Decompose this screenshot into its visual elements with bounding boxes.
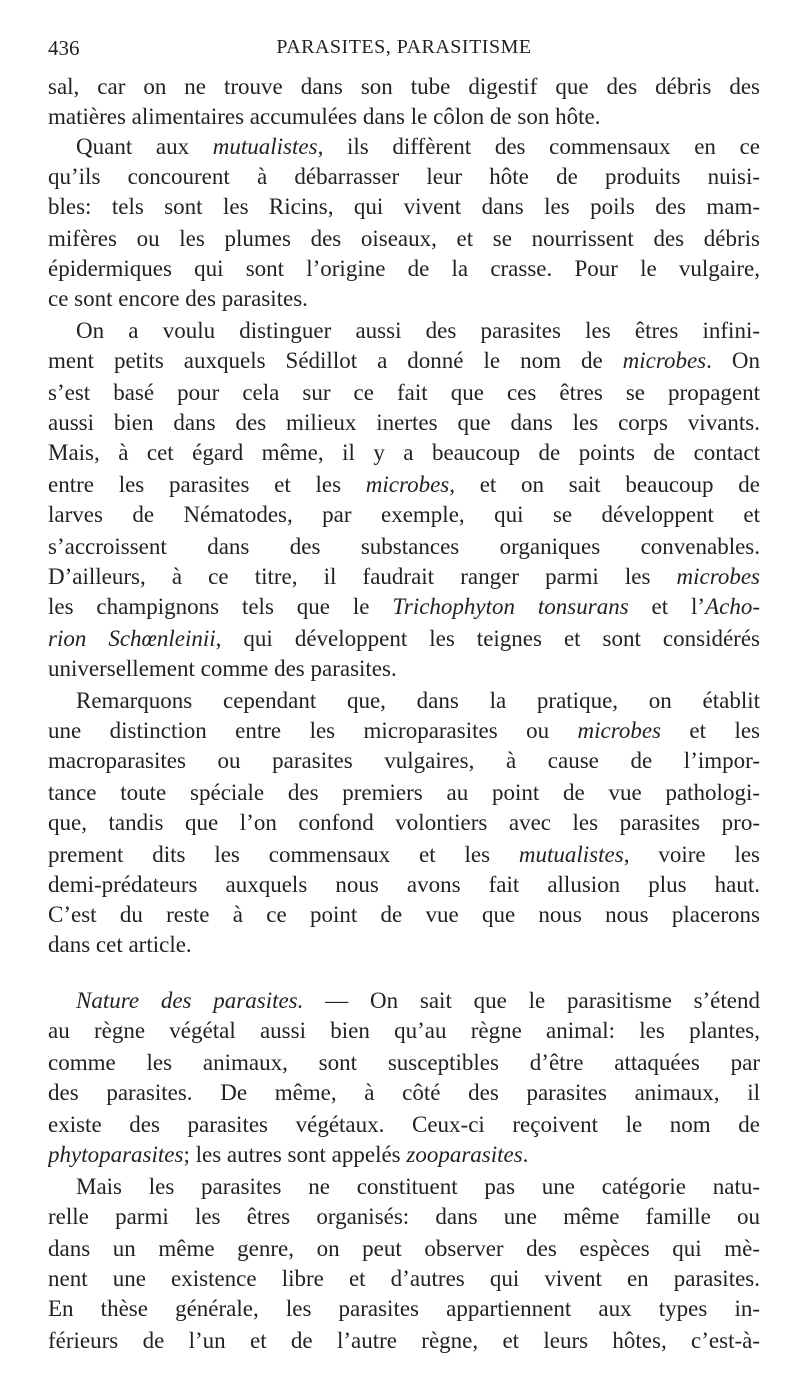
text-line: relle parmi les êtres organisés: dans une même famille ou xyxy=(48,1204,760,1229)
section-heading-line: Nature des parasites. — On sait que le parasitisme s’étend xyxy=(76,988,760,1013)
text-line: C’est du reste à ce point de vue que nous nous placerons xyxy=(48,902,760,927)
text-line: matières alimentaires accumulées dans le côlon de son hôte. xyxy=(48,104,601,129)
text-line: des parasites. De même, à côté des parasites animaux, il xyxy=(48,1080,760,1105)
text-line: qu’ils concourent à débarrasser leur hôte de produits nuisi- xyxy=(48,164,760,189)
text-line: rion Schœnleinii, qui développent les teignes et sont considérés xyxy=(48,626,760,651)
text-line: larves de Nématodes, par exemple, qui se développent et xyxy=(48,502,760,527)
text-line: dans cet article. xyxy=(48,932,192,957)
text-line: Quant aux mutualistes, ils diffèrent des commensaux en ce xyxy=(76,134,760,159)
text-line: épidermiques qui sont l’origine de la crasse. Pour le vulgaire, xyxy=(48,256,760,281)
text-line: sal, car on ne trouve dans son tube digestif que des débris des xyxy=(48,74,760,99)
text-line: une distinction entre les microparasites ou microbes et les xyxy=(48,718,760,743)
text-line: Mais les parasites ne constituent pas une catégorie natu- xyxy=(76,1174,760,1199)
text-line: Remarquons cependant que, dans la pratique, on établit xyxy=(76,688,760,713)
text-line: bles: tels sont les Ricins, qui vivent dans les poils des mam- xyxy=(48,194,760,219)
running-title: PARASITES, PARASITISME xyxy=(276,36,532,58)
text-line: En thèse générale, les parasites appartiennent aux types in- xyxy=(48,1296,760,1321)
text-line: s’est basé pour cela sur ce fait que ces êtres se propagent xyxy=(48,380,760,405)
text-line: que, tandis que l’on confond volontiers avec les parasites pro- xyxy=(48,810,760,835)
text-line: prement dits les commensaux et les mutualistes, voire les xyxy=(48,842,760,867)
text-line: demi-prédateurs auxquels nous avons fait allusion plus haut. xyxy=(48,872,760,897)
text-line: s’accroissent dans des substances organiques convenables. xyxy=(48,534,760,559)
text-line: phytoparasites; les autres sont appelés zooparasites. xyxy=(48,1142,529,1167)
text-line: les champignons tels que le Trichophyton tonsurans et l’Acho- xyxy=(48,594,760,619)
text-line: tance toute spéciale des premiers au point de vue pathologi- xyxy=(48,780,760,805)
text-line: existe des parasites végétaux. Ceux-ci reçoivent le nom de xyxy=(48,1112,760,1137)
text-line: universellement comme des parasites. xyxy=(48,656,397,681)
page-header xyxy=(48,36,760,62)
text-line: ment petits auxquels Sédillot a donné le nom de microbes. On xyxy=(48,348,760,373)
text-line: aussi bien dans des milieux inertes que dans les corps vivants. xyxy=(48,410,760,435)
page-number: 436 xyxy=(48,36,80,60)
text-line: Mais, à cet égard même, il y a beaucoup de points de contact xyxy=(48,440,760,465)
text-line: macroparasites ou parasites vulgaires, à cause de l’impor- xyxy=(48,748,760,773)
text-line: ce sont encore des parasites. xyxy=(48,286,308,311)
text-line: dans un même genre, on peut observer des espèces qui mè- xyxy=(48,1236,760,1261)
text-line: On a voulu distinguer aussi des parasites les êtres infini- xyxy=(76,318,760,343)
text-line: D’ailleurs, à ce titre, il faudrait ranger parmi les microbes xyxy=(48,564,760,589)
text-line: férieurs de l’un et de l’autre règne, et leurs hôtes, c’est-à- xyxy=(48,1328,760,1353)
text-line: nent une existence libre et d’autres qui vivent en parasites. xyxy=(48,1266,760,1291)
text-line: mifères ou les plumes des oiseaux, et se nourrissent des débris xyxy=(48,226,760,251)
text-line: au règne végétal aussi bien qu’au règne animal: les plantes, xyxy=(48,1018,760,1043)
text-line: comme les animaux, sont susceptibles d’être attaquées par xyxy=(48,1050,760,1075)
text-line: entre les parasites et les microbes, et on sait beaucoup de xyxy=(48,472,760,497)
